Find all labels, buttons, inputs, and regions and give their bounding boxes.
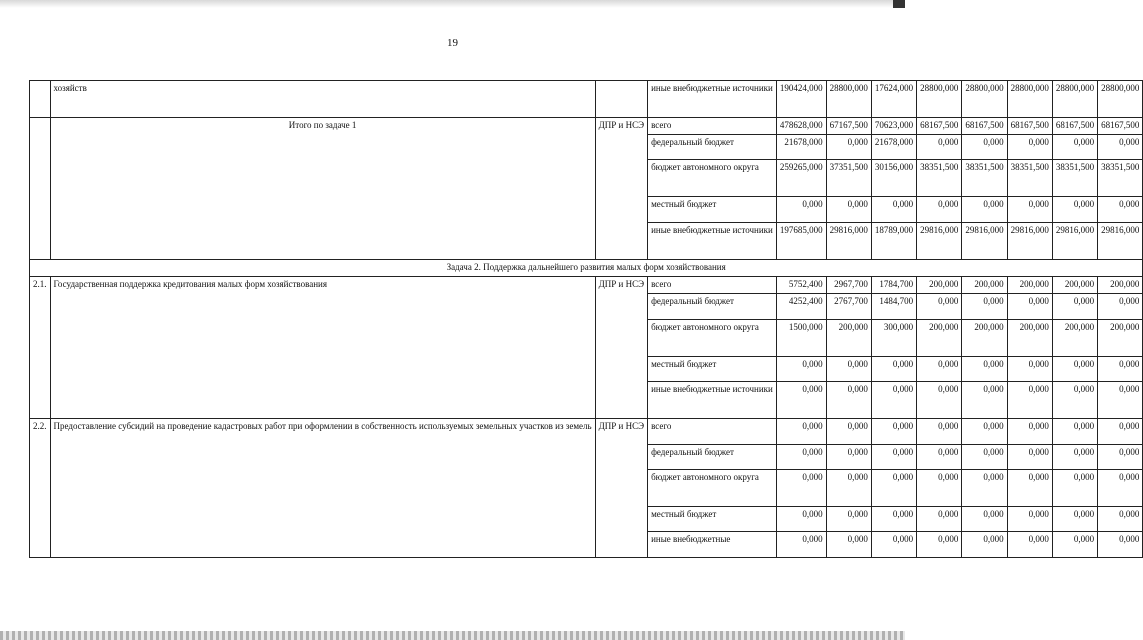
value-cell: 2767,700 bbox=[826, 294, 871, 320]
value-cell: 0,000 bbox=[1098, 507, 1143, 532]
value-cell: 0,000 bbox=[1007, 470, 1052, 507]
value-cell: 29816,000 bbox=[1007, 223, 1052, 260]
value-cell: 5752,400 bbox=[776, 277, 826, 294]
value-cell: 0,000 bbox=[1098, 197, 1143, 223]
value-cell: 0,000 bbox=[1007, 532, 1052, 558]
funding-source: местный бюджет bbox=[648, 197, 777, 223]
funding-source: бюджет автономного округа bbox=[648, 160, 777, 197]
value-cell: 28800,000 bbox=[1052, 81, 1097, 118]
value-cell: 18789,000 bbox=[871, 223, 916, 260]
value-cell: 37351,500 bbox=[826, 160, 871, 197]
value-cell: 200,000 bbox=[826, 320, 871, 357]
value-cell: 0,000 bbox=[871, 419, 916, 445]
value-cell: 0,000 bbox=[1098, 294, 1143, 320]
value-cell: 0,000 bbox=[917, 445, 962, 470]
value-cell: 0,000 bbox=[917, 357, 962, 382]
table-row bbox=[30, 277, 1143, 294]
value-cell: 68167,500 bbox=[1052, 118, 1097, 135]
table-row bbox=[30, 260, 1143, 277]
value-cell: 0,000 bbox=[776, 357, 826, 382]
value-cell: 0,000 bbox=[871, 470, 916, 507]
value-cell: 0,000 bbox=[826, 507, 871, 532]
funding-source: иные внебюджетные bbox=[648, 532, 777, 558]
value-cell: 0,000 bbox=[1052, 294, 1097, 320]
value-cell: 29816,000 bbox=[826, 223, 871, 260]
funding-source: всего bbox=[648, 419, 777, 445]
value-cell: 200,000 bbox=[1007, 320, 1052, 357]
value-cell: 0,000 bbox=[1007, 445, 1052, 470]
value-cell: 0,000 bbox=[1052, 357, 1097, 382]
value-cell: 197685,000 bbox=[776, 223, 826, 260]
value-cell: 38351,500 bbox=[1052, 160, 1097, 197]
value-cell: 0,000 bbox=[826, 419, 871, 445]
value-cell: 68167,500 bbox=[917, 118, 962, 135]
value-cell: 0,000 bbox=[871, 507, 916, 532]
responsible-cell bbox=[595, 81, 647, 118]
value-cell: 200,000 bbox=[1052, 277, 1097, 294]
value-cell: 0,000 bbox=[1007, 135, 1052, 160]
value-cell: 0,000 bbox=[826, 445, 871, 470]
table-row bbox=[30, 81, 1143, 118]
value-cell: 0,000 bbox=[1098, 135, 1143, 160]
funding-source: федеральный бюджет bbox=[648, 294, 777, 320]
value-cell: 259265,000 bbox=[776, 160, 826, 197]
value-cell: 200,000 bbox=[1098, 277, 1143, 294]
measure-name: Предоставление субсидий на проведение кадастровых работ при оформлении в собственность используемых земельных участков из земель bbox=[50, 419, 595, 558]
value-cell: 28800,000 bbox=[826, 81, 871, 118]
value-cell: 1484,700 bbox=[871, 294, 916, 320]
value-cell: 0,000 bbox=[962, 445, 1007, 470]
funding-source: всего bbox=[648, 118, 777, 135]
section-heading: Задача 2. Поддержка дальнейшего развития малых форм хозяйствования bbox=[30, 260, 1143, 277]
value-cell: 0,000 bbox=[776, 470, 826, 507]
value-cell: 0,000 bbox=[1098, 419, 1143, 445]
row-index: 2.2. bbox=[30, 419, 51, 558]
value-cell: 0,000 bbox=[826, 135, 871, 160]
value-cell: 0,000 bbox=[962, 532, 1007, 558]
value-cell: 0,000 bbox=[917, 419, 962, 445]
value-cell: 0,000 bbox=[962, 197, 1007, 223]
row-index bbox=[30, 118, 51, 260]
value-cell: 28800,000 bbox=[917, 81, 962, 118]
value-cell: 200,000 bbox=[917, 320, 962, 357]
row-index: 2.1. bbox=[30, 277, 51, 419]
value-cell: 1784,700 bbox=[871, 277, 916, 294]
value-cell: 0,000 bbox=[871, 357, 916, 382]
value-cell: 0,000 bbox=[917, 197, 962, 223]
value-cell: 0,000 bbox=[826, 382, 871, 419]
value-cell: 67167,500 bbox=[826, 118, 871, 135]
value-cell: 478628,000 bbox=[776, 118, 826, 135]
value-cell: 38351,500 bbox=[1098, 160, 1143, 197]
value-cell: 0,000 bbox=[776, 445, 826, 470]
funding-source: местный бюджет bbox=[648, 357, 777, 382]
value-cell: 0,000 bbox=[917, 135, 962, 160]
value-cell: 29816,000 bbox=[917, 223, 962, 260]
value-cell: 1500,000 bbox=[776, 320, 826, 357]
value-cell: 29816,000 bbox=[1098, 223, 1143, 260]
table-row bbox=[30, 419, 1143, 445]
page-number: 19 bbox=[447, 37, 458, 49]
value-cell: 0,000 bbox=[917, 382, 962, 419]
value-cell: 0,000 bbox=[962, 507, 1007, 532]
funding-source: всего bbox=[648, 277, 777, 294]
funding-source: бюджет автономного округа bbox=[648, 470, 777, 507]
value-cell: 38351,500 bbox=[917, 160, 962, 197]
value-cell: 0,000 bbox=[1007, 294, 1052, 320]
value-cell: 0,000 bbox=[962, 135, 1007, 160]
responsible-cell: ДПР и НСЭ bbox=[595, 118, 647, 260]
value-cell: 0,000 bbox=[1098, 357, 1143, 382]
value-cell: 0,000 bbox=[917, 532, 962, 558]
value-cell: 28800,000 bbox=[1007, 81, 1052, 118]
row-index bbox=[30, 81, 51, 118]
value-cell: 29816,000 bbox=[1052, 223, 1097, 260]
value-cell: 0,000 bbox=[1007, 507, 1052, 532]
value-cell: 38351,500 bbox=[1007, 160, 1052, 197]
value-cell: 0,000 bbox=[776, 532, 826, 558]
value-cell: 0,000 bbox=[917, 507, 962, 532]
value-cell: 70623,000 bbox=[871, 118, 916, 135]
value-cell: 0,000 bbox=[1098, 382, 1143, 419]
value-cell: 0,000 bbox=[1007, 419, 1052, 445]
value-cell: 21678,000 bbox=[871, 135, 916, 160]
value-cell: 0,000 bbox=[1052, 197, 1097, 223]
value-cell: 0,000 bbox=[917, 294, 962, 320]
value-cell: 68167,500 bbox=[962, 118, 1007, 135]
value-cell: 0,000 bbox=[1098, 532, 1143, 558]
value-cell: 0,000 bbox=[871, 197, 916, 223]
value-cell: 0,000 bbox=[871, 382, 916, 419]
value-cell: 28800,000 bbox=[962, 81, 1007, 118]
value-cell: 300,000 bbox=[871, 320, 916, 357]
value-cell: 0,000 bbox=[826, 357, 871, 382]
funding-source: бюджет автономного округа bbox=[648, 320, 777, 357]
value-cell: 0,000 bbox=[917, 470, 962, 507]
value-cell: 28800,000 bbox=[1098, 81, 1143, 118]
value-cell: 0,000 bbox=[962, 382, 1007, 419]
funding-source: федеральный бюджет bbox=[648, 135, 777, 160]
measure-name: хозяйств bbox=[50, 81, 595, 118]
value-cell: 30156,000 bbox=[871, 160, 916, 197]
value-cell: 0,000 bbox=[871, 532, 916, 558]
value-cell: 0,000 bbox=[1007, 357, 1052, 382]
value-cell: 38351,500 bbox=[962, 160, 1007, 197]
value-cell: 200,000 bbox=[1098, 320, 1143, 357]
value-cell: 17624,000 bbox=[871, 81, 916, 118]
value-cell: 4252,400 bbox=[776, 294, 826, 320]
value-cell: 0,000 bbox=[826, 197, 871, 223]
value-cell: 190424,000 bbox=[776, 81, 826, 118]
value-cell: 200,000 bbox=[1007, 277, 1052, 294]
funding-source: иные внебюджетные источники bbox=[648, 223, 777, 260]
scan-bottom-edge bbox=[0, 631, 905, 640]
value-cell: 0,000 bbox=[776, 507, 826, 532]
value-cell: 200,000 bbox=[962, 277, 1007, 294]
value-cell: 0,000 bbox=[826, 532, 871, 558]
responsible-cell: ДПР и НСЭ bbox=[595, 419, 647, 558]
value-cell: 0,000 bbox=[1052, 135, 1097, 160]
value-cell: 0,000 bbox=[776, 197, 826, 223]
value-cell: 200,000 bbox=[962, 320, 1007, 357]
funding-source: федеральный бюджет bbox=[648, 445, 777, 470]
value-cell: 2967,700 bbox=[826, 277, 871, 294]
value-cell: 0,000 bbox=[1007, 197, 1052, 223]
value-cell: 0,000 bbox=[962, 294, 1007, 320]
value-cell: 0,000 bbox=[1052, 470, 1097, 507]
funding-source: иные внебюджетные источники bbox=[648, 81, 777, 118]
scan-corner-mark bbox=[893, 0, 905, 8]
value-cell: 0,000 bbox=[962, 419, 1007, 445]
responsible-cell: ДПР и НСЭ bbox=[595, 277, 647, 419]
funding-source: иные внебюджетные источники bbox=[648, 382, 777, 419]
value-cell: 68167,500 bbox=[1098, 118, 1143, 135]
value-cell: 0,000 bbox=[1052, 419, 1097, 445]
value-cell: 0,000 bbox=[1098, 470, 1143, 507]
value-cell: 0,000 bbox=[776, 419, 826, 445]
value-cell: 0,000 bbox=[1052, 445, 1097, 470]
value-cell: 0,000 bbox=[1007, 382, 1052, 419]
value-cell: 0,000 bbox=[1098, 445, 1143, 470]
value-cell: 200,000 bbox=[1052, 320, 1097, 357]
value-cell: 21678,000 bbox=[776, 135, 826, 160]
value-cell: 0,000 bbox=[962, 470, 1007, 507]
value-cell: 0,000 bbox=[1052, 382, 1097, 419]
value-cell: 0,000 bbox=[1052, 507, 1097, 532]
value-cell: 0,000 bbox=[826, 470, 871, 507]
scan-top-edge bbox=[0, 0, 905, 8]
value-cell: 0,000 bbox=[871, 445, 916, 470]
value-cell: 200,000 bbox=[917, 277, 962, 294]
value-cell: 29816,000 bbox=[962, 223, 1007, 260]
value-cell: 0,000 bbox=[776, 382, 826, 419]
table-row bbox=[30, 118, 1143, 135]
value-cell: 0,000 bbox=[962, 357, 1007, 382]
measure-name: Государственная поддержка кредитования малых форм хозяйствования bbox=[50, 277, 595, 419]
value-cell: 68167,500 bbox=[1007, 118, 1052, 135]
funding-source: местный бюджет bbox=[648, 507, 777, 532]
measure-name: Итого по задаче 1 bbox=[50, 118, 595, 260]
budget-table bbox=[29, 80, 1143, 558]
value-cell: 0,000 bbox=[1052, 532, 1097, 558]
